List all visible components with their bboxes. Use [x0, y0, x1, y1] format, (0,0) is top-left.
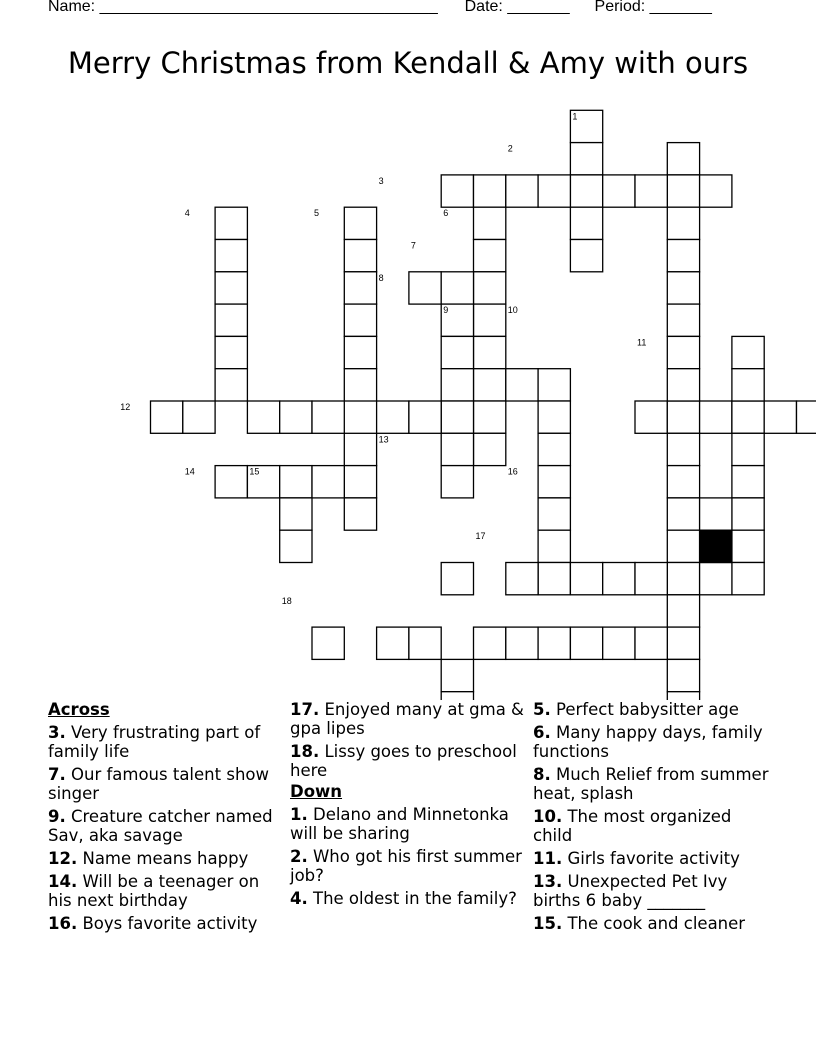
clue-number: 6: [443, 208, 449, 219]
grid-cell[interactable]: [667, 240, 699, 272]
clue-text: Name means happy: [77, 849, 249, 868]
clue-text: Very frustrating part of family life: [48, 723, 261, 761]
grid-cell[interactable]: [215, 336, 247, 368]
clue-text: Lissy goes to preschool here: [290, 742, 517, 780]
grid-cell[interactable]: [215, 369, 247, 401]
grid-cell[interactable]: [667, 692, 699, 700]
clue-text: Much Relief from summer heat, splash: [533, 765, 769, 803]
grid-cell[interactable]: [667, 627, 699, 659]
clue-number: 16: [507, 466, 518, 477]
down-header: Down: [290, 782, 343, 801]
grid-cell[interactable]: [538, 433, 570, 465]
grid-cell[interactable]: [732, 498, 764, 530]
clue-item: [533, 914, 769, 933]
clue-item: [290, 742, 526, 780]
clue-item: [533, 807, 769, 845]
clue-number: 8: [378, 272, 384, 283]
grid-cell[interactable]: [344, 272, 376, 304]
grid-cell[interactable]: [667, 659, 699, 691]
grid-cell[interactable]: [506, 175, 538, 207]
grid-cell[interactable]: [280, 498, 312, 530]
clue-text: Creature catcher named Sav, aka savage: [48, 807, 273, 845]
clue-item: [290, 700, 526, 738]
grid-cell[interactable]: [732, 336, 764, 368]
clue-number: 2: [507, 143, 513, 154]
grid-cell[interactable]: [732, 369, 764, 401]
grid-cell[interactable]: [667, 433, 699, 465]
grid-cell[interactable]: [377, 401, 409, 433]
grid-cell[interactable]: [732, 563, 764, 595]
clue-text: Girls favorite activity: [562, 849, 740, 868]
grid-cell[interactable]: [538, 369, 570, 401]
grid-cell[interactable]: [732, 466, 764, 498]
grid-cell[interactable]: [441, 692, 473, 700]
grid-cell[interactable]: [570, 143, 602, 175]
clue-item: [533, 849, 769, 868]
grid-cell[interactable]: [409, 401, 441, 433]
name-field[interactable]: Name: ______________________________________: [48, 0, 438, 15]
grid-cell[interactable]: [538, 401, 570, 433]
clue-number-label: 17.: [290, 700, 320, 719]
clue-number-label: 4.: [290, 889, 308, 908]
clue-number: 5: [314, 208, 320, 219]
grid-cell[interactable]: [667, 143, 699, 175]
grid-cell[interactable]: [667, 530, 699, 562]
grid-cell[interactable]: [570, 563, 602, 595]
grid-cell[interactable]: [538, 627, 570, 659]
grid-cell[interactable]: [280, 466, 312, 498]
grid-cell[interactable]: [344, 207, 376, 239]
grid-cell[interactable]: [474, 369, 506, 401]
clue-number: 13: [378, 434, 389, 445]
clue-number: 12: [120, 402, 131, 412]
clue-number-label: 14.: [48, 872, 78, 891]
grid-cell[interactable]: [764, 401, 796, 433]
clue-number-label: 2.: [290, 847, 308, 866]
grid-cell[interactable]: [732, 530, 764, 562]
clue-number-label: 5.: [533, 700, 551, 719]
grid-cell[interactable]: [538, 498, 570, 530]
clue-number-label: 7.: [48, 765, 66, 784]
clue-number-label: 18.: [290, 742, 320, 761]
clue-text: The cook and cleaner: [562, 914, 746, 933]
clue-item: [48, 914, 284, 933]
grid-cell[interactable]: [474, 175, 506, 207]
clue-number: 15: [249, 466, 260, 477]
grid-cell[interactable]: [538, 466, 570, 498]
clue-number: 11: [637, 337, 647, 348]
clue-text: Enjoyed many at gma & gpa lipes: [290, 700, 524, 738]
clue-text: The most organized child: [533, 807, 732, 845]
black-cell: [700, 530, 732, 562]
clue-number: 3: [378, 175, 384, 186]
grid-cell[interactable]: [441, 175, 473, 207]
grid-cell[interactable]: [409, 627, 441, 659]
grid-cell[interactable]: [667, 336, 699, 368]
clue-text: Will be a teenager on his next birthday: [48, 872, 260, 910]
clue-number-label: 1.: [290, 805, 308, 824]
grid-cell[interactable]: [441, 272, 473, 304]
clue-text: Who got his first summer job?: [290, 847, 522, 885]
clue-number-label: 16.: [48, 914, 78, 933]
grid-cell[interactable]: [474, 401, 506, 433]
grid-cell[interactable]: [570, 175, 602, 207]
grid-cell[interactable]: [409, 272, 441, 304]
clue-item: [533, 872, 769, 910]
grid-cell[interactable]: [344, 369, 376, 401]
grid-cell[interactable]: [441, 369, 473, 401]
grid-cell[interactable]: [474, 433, 506, 465]
grid-cell[interactable]: [441, 401, 473, 433]
grid-cell[interactable]: [215, 466, 247, 498]
grid-cell[interactable]: [474, 336, 506, 368]
clues-column-2: [290, 700, 526, 912]
clue-text: Many happy days, family functions: [533, 723, 763, 761]
grid-cell[interactable]: [603, 627, 635, 659]
grid-cell[interactable]: [797, 401, 816, 433]
clue-item: [290, 889, 526, 908]
clue-number-label: 11.: [533, 849, 563, 868]
grid-cell[interactable]: [700, 498, 732, 530]
grid-cell[interactable]: [312, 401, 344, 433]
grid-cell[interactable]: [474, 207, 506, 239]
grid-cell[interactable]: [441, 659, 473, 691]
grid-cell[interactable]: [215, 272, 247, 304]
grid-cell[interactable]: [441, 563, 473, 595]
grid-cell[interactable]: [474, 627, 506, 659]
puzzle-title: Merry Christmas from Kendall & Amy with ours: [67, 46, 749, 80]
grid-cell[interactable]: [215, 207, 247, 239]
grid-cell[interactable]: [344, 498, 376, 530]
clue-number-label: 13.: [533, 872, 563, 891]
clue-text: Perfect babysitter age: [550, 700, 739, 719]
grid-cell[interactable]: [667, 304, 699, 336]
clue-text: Unexpected Pet Ivy births 6 baby _______: [533, 872, 728, 910]
grid-cell[interactable]: [603, 563, 635, 595]
grid-cell[interactable]: [667, 563, 699, 595]
grid-cell[interactable]: [635, 627, 667, 659]
grid-cell[interactable]: [215, 240, 247, 272]
clue-number-label: 6.: [533, 723, 551, 742]
grid-cell[interactable]: [474, 240, 506, 272]
grid-cell[interactable]: [570, 240, 602, 272]
grid-cell[interactable]: [506, 369, 538, 401]
clue-item: [48, 872, 284, 910]
grid-cell[interactable]: [667, 401, 699, 433]
grid-cell[interactable]: [183, 401, 215, 433]
grid-cell[interactable]: [667, 498, 699, 530]
grid-cell[interactable]: [635, 175, 667, 207]
grid-cell[interactable]: [603, 175, 635, 207]
clue-number: 10: [507, 305, 518, 316]
period-field[interactable]: Period: _______: [594, 0, 712, 15]
clue-number-label: 12.: [48, 849, 78, 868]
grid-cell[interactable]: [377, 627, 409, 659]
grid-cell[interactable]: [474, 272, 506, 304]
clue-number: 1: [572, 111, 578, 122]
grid-cell[interactable]: [667, 466, 699, 498]
clue-number: 17: [475, 531, 486, 542]
clue-text: Our famous talent show singer: [48, 765, 269, 803]
clue-item: [290, 847, 526, 885]
clue-item: [48, 723, 284, 761]
clue-item: [533, 765, 769, 803]
clue-number-label: 10.: [533, 807, 563, 826]
clues-column-3: [533, 700, 769, 937]
clue-number: 14: [184, 466, 195, 477]
clue-number-label: 15.: [533, 914, 563, 933]
grid-cell[interactable]: [700, 563, 732, 595]
grid-cell[interactable]: [635, 401, 667, 433]
grid-cell[interactable]: [441, 336, 473, 368]
grid-cell[interactable]: [538, 175, 570, 207]
clue-number: 18: [281, 595, 292, 606]
grid-cell[interactable]: [570, 627, 602, 659]
grid-cell[interactable]: [700, 175, 732, 207]
grid-cell[interactable]: [700, 401, 732, 433]
grid-cell[interactable]: [667, 175, 699, 207]
grid-cell[interactable]: [344, 240, 376, 272]
clue-text: Delano and Minnetonka will be sharing: [290, 805, 509, 843]
clue-item: [533, 700, 769, 719]
clue-number: 9: [443, 305, 449, 316]
grid-cell[interactable]: [344, 466, 376, 498]
grid-cell[interactable]: [667, 595, 699, 627]
date-field[interactable]: Date: _______: [464, 0, 570, 15]
grid-cell[interactable]: [732, 433, 764, 465]
clue-number-label: 8.: [533, 765, 551, 784]
grid-cell[interactable]: [280, 530, 312, 562]
grid-cell[interactable]: [506, 563, 538, 595]
clues-column-1: [48, 700, 284, 937]
grid-cell[interactable]: [344, 336, 376, 368]
grid-cell[interactable]: [538, 530, 570, 562]
grid-cell[interactable]: [667, 207, 699, 239]
grid-cell[interactable]: [312, 466, 344, 498]
clue-text: Boys favorite activity: [77, 914, 258, 933]
clue-item: [533, 723, 769, 761]
clue-item: [48, 807, 284, 845]
grid-cell[interactable]: [151, 401, 183, 433]
clue-item: [48, 765, 284, 803]
clue-number: 7: [410, 240, 416, 251]
grid-cell[interactable]: [344, 433, 376, 465]
clue-item: [48, 849, 284, 868]
grid-cell[interactable]: [635, 563, 667, 595]
grid-cell[interactable]: [312, 627, 344, 659]
clue-number: 4: [184, 208, 190, 219]
grid-cell[interactable]: [441, 433, 473, 465]
grid-cell[interactable]: [215, 304, 247, 336]
clue-text: The oldest in the family?: [307, 889, 517, 908]
clue-number-label: 3.: [48, 723, 66, 742]
grid-cell[interactable]: [441, 466, 473, 498]
grid-cell[interactable]: [474, 304, 506, 336]
grid-cell[interactable]: [570, 207, 602, 239]
across-header: Across: [48, 700, 110, 719]
grid-cell[interactable]: [538, 563, 570, 595]
grid-cell[interactable]: [506, 627, 538, 659]
grid-cell[interactable]: [667, 369, 699, 401]
grid-cell[interactable]: [344, 304, 376, 336]
clue-number-label: 9.: [48, 807, 66, 826]
grid-cell[interactable]: [247, 401, 279, 433]
clue-item: [290, 805, 526, 843]
grid-cell[interactable]: [667, 272, 699, 304]
grid-cell[interactable]: [280, 401, 312, 433]
grid-cell[interactable]: [732, 401, 764, 433]
